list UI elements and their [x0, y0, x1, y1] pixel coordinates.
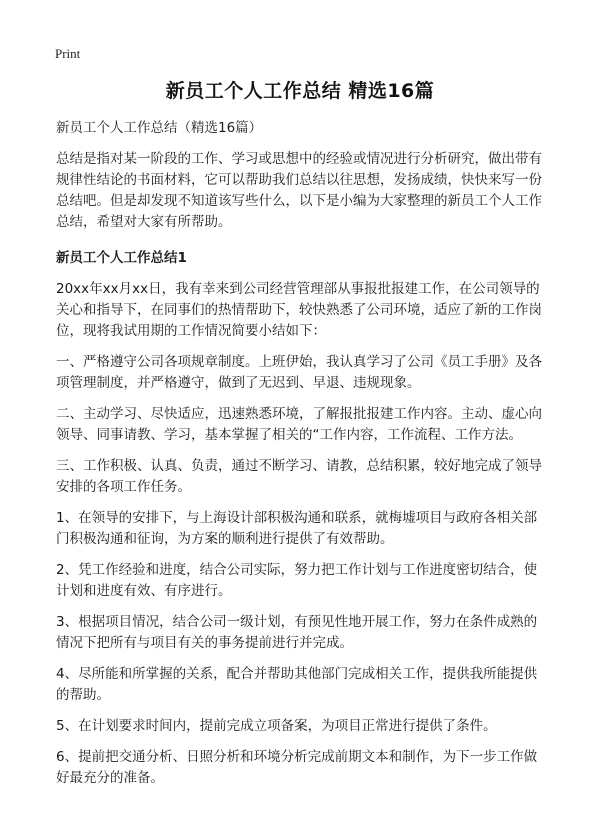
- body-paragraph: 6、提前把交通分析、日照分析和环境分析完成前期文本和制作，为下一步工作做好最充分的准备。: [56, 749, 538, 786]
- document-title: 新员工个人工作总结 精选16篇: [165, 80, 435, 102]
- document-body: [56, 118, 550, 799]
- section-heading: 新员工个人工作总结1: [56, 250, 187, 266]
- print-link[interactable]: Print: [55, 46, 81, 61]
- body-paragraph: 一、严格遵守公司各项规章制度。上班伊始，我认真学习了公司《员工手册》及各项管理制度，并严格遵守，做到了无迟到、早退、违规现象。: [56, 354, 542, 391]
- body-paragraph: 3、根据项目情况，结合公司一级计划，有预见性地开展工作，努力在条件成熟的情况下把所有与项目有关的事务提前进行并完成。: [56, 614, 538, 651]
- body-paragraph: 三、工作积极、认真、负责，通过不断学习、请教，总结积累，较好地完成了领导安排的各项工作任务。: [56, 458, 542, 495]
- body-paragraph: 20xx年xx月xx日，我有幸来到公司经营管理部从事报批报建工作，在公司领导的关心和指导下，在同事们的热情帮助下，较快熟悉了公司环境，适应了新的工作岗位，现将我试用期的工作情况简要小结如下：: [56, 281, 542, 339]
- body-paragraph: 4、尽所能和所掌握的关系，配合并帮助其他部门完成相关工作，提供我所能提供的帮助。: [56, 666, 538, 703]
- body-paragraph: 2、凭工作经验和进度，结合公司实际，努力把工作计划与工作进度密切结合，使计划和进度有效、有序进行。: [56, 562, 538, 599]
- body-paragraph: 1、在领导的安排下，与上海设计部积极沟通和联系，就梅墟项目与政府各相关部门积极沟通和征询，为方案的顺利进行提供了有效帮助。: [56, 510, 538, 547]
- intro-paragraph: 总结是指对某一阶段的工作、学习或思想中的经验或情况进行分析研究，做出带有规律性结论的书面材料，它可以帮助我们总结以往思想，发扬成绩，快快来写一份总结吧。但是却发现不知道该写些什么，以下是小编为大家整理的新员工个人工作总结，希望对大家有所帮助。: [56, 151, 542, 230]
- body-paragraph: 二、主动学习、尽快适应，迅速熟悉环境，了解报批报建工作内容。主动、虚心向领导、同事请教、学习，基本掌握了相关的“工作内容，工作流程、工作方法。: [56, 406, 542, 443]
- document-subtitle: 新员工个人工作总结（精选16篇）: [56, 120, 263, 136]
- body-paragraph: 5、在计划要求时间内，提前完成立项备案，为项目正常进行提供了条件。: [56, 718, 497, 734]
